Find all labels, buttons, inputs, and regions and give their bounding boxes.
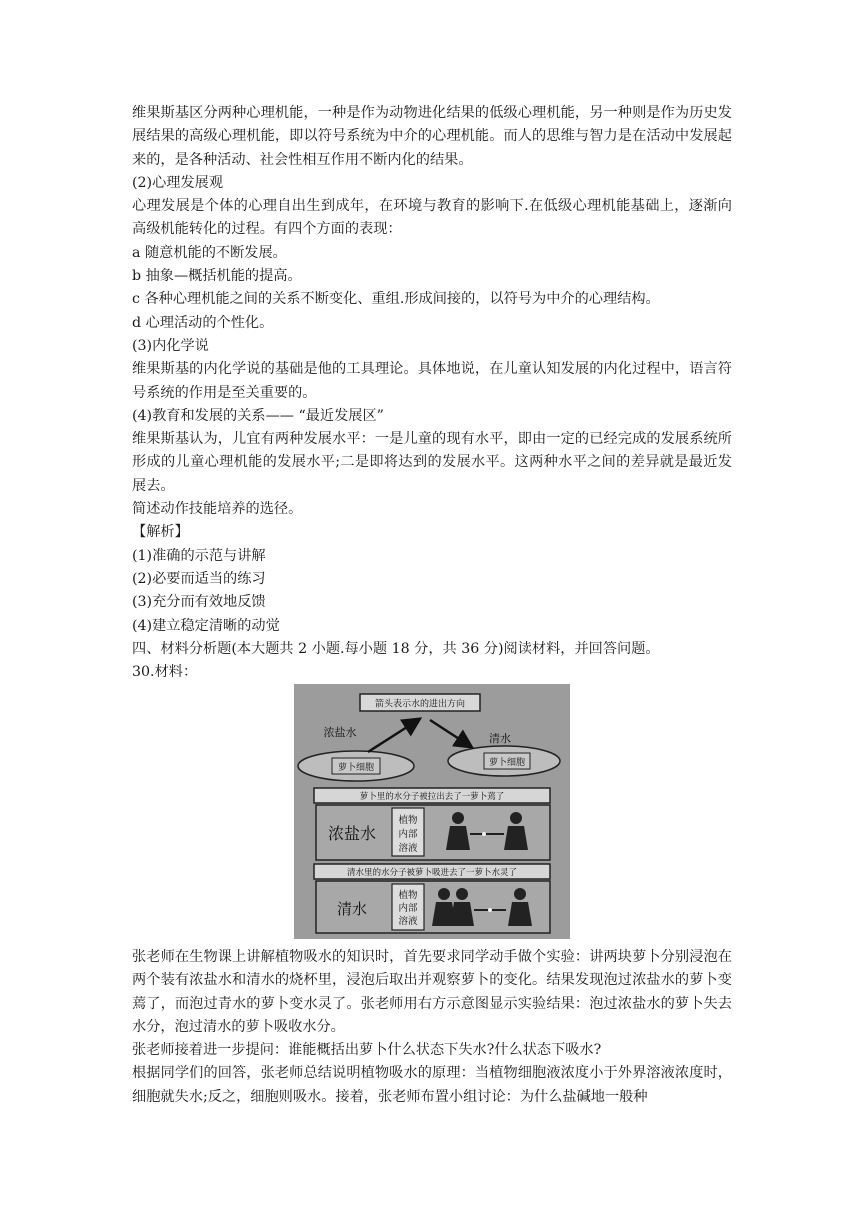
list-item: (4)建立稳定清晰的动觉 xyxy=(132,617,280,634)
figure-header: 箭头表示水的进出方向 xyxy=(374,699,466,710)
row-saltwater-box-line: 植物 xyxy=(398,815,418,826)
list-item: c 各种心理机能之间的关系不断变化、重组.形成间接的，以符号为中介的心理结构。 xyxy=(132,291,660,308)
material-label: 30.材料： xyxy=(132,664,198,681)
row-freshwater-label: 清水 xyxy=(336,900,368,918)
section-heading: (4)教育和发展的关系—— “最近发展区” xyxy=(132,407,384,424)
banner-wilted-text: 萝卜里的水分子被拉出去了一萝卜蔫了 xyxy=(359,792,505,802)
row-freshwater-box-line: 溶液 xyxy=(398,916,418,927)
bottom-text-block xyxy=(132,946,732,1109)
question: 简述动作技能培养的选径。 xyxy=(132,501,303,518)
banner-fresh-text: 清水里的水分子被萝卜吸进去了一萝卜水灵了 xyxy=(346,868,518,878)
left-solution-label: 浓盐水 xyxy=(323,726,357,739)
section-heading: 四、材料分析题(本大题共 2 小题.每小题 18 分，共 36 分)阅读材料，并回答问题。 xyxy=(132,640,660,657)
osmosis-diagram xyxy=(294,684,570,939)
row-saltwater-box-line: 溶液 xyxy=(398,843,418,854)
row-saltwater-box-line: 内部 xyxy=(398,829,418,840)
right-solution-label: 清水 xyxy=(489,732,511,745)
list-item: (1)准确的示范与讲解 xyxy=(132,547,266,564)
list-item: d 心理活动的个性化。 xyxy=(132,314,274,331)
list-item: (2)必要而适当的练习 xyxy=(132,570,266,587)
paragraph: 维果斯基区分两种心理机能，一种是作为动物进化结果的低级心理机能，另一种则是作为历史发展结果的高级心理机能，即以符号系统为中介的心理机能。而人的思维与智力是在活动中发展起来的，是各种活动、社会性相互作用不断内化的结果。 xyxy=(132,105,732,168)
paragraph: 维果斯基的内化学说的基础是他的工具理论。具体地说，在儿童认知发展的内化过程中，语言符号系统的作用是至关重要的。 xyxy=(132,361,732,401)
left-cell-label: 萝卜细胞 xyxy=(337,763,375,773)
paragraph: 张老师接着进一步提问：谁能概括出萝卜什么状态下失水?什么状态下吸水? xyxy=(132,1042,602,1059)
row-saltwater-label: 浓盐水 xyxy=(327,824,377,843)
top-text-block xyxy=(132,102,732,684)
paragraph: 根据同学们的回答，张老师总结说明植物吸水的原理：当植物细胞液浓度小于外界溶液浓度时，细胞就失水;反之，细胞则吸水。接着，张老师布置小组讨论：为什么盐碱地一般种 xyxy=(132,1065,732,1105)
analysis-label: 【解析】 xyxy=(132,524,189,541)
list-item: (3)充分而有效地反馈 xyxy=(132,594,266,611)
paragraph: 心理发展是个体的心理自出生到成年，在环境与教育的影响下.在低级心理机能基础上，逐渐向高级机能转化的过程。有四个方面的表现： xyxy=(132,198,732,238)
list-item: b 抽象—概括机能的提高。 xyxy=(132,268,302,285)
right-cell-label: 萝卜细胞 xyxy=(488,758,526,768)
paragraph: 张老师在生物课上讲解植物吸水的知识时，首先要求同学动手做个实验：讲两块萝卜分别浸泡在两个装有浓盐水和清水的烧杯里，浸泡后取出并观察萝卜的变化。结果发现泡过浓盐水的萝卜变蔫了，而泡过青水的萝卜变水灵了。张老师用右方示意图显示实验结果：泡过浓盐水的萝卜失去水分，泡过清水的萝卜吸收水分。 xyxy=(132,949,732,1035)
row-freshwater-box-line: 内部 xyxy=(398,903,418,914)
list-item: a 随意机能的不断发展。 xyxy=(132,244,287,261)
row-freshwater-box-line: 植物 xyxy=(398,890,418,901)
section-heading: (2)心理发展观 xyxy=(132,174,224,191)
section-heading: (3)内化学说 xyxy=(132,337,209,354)
paragraph: 维果斯基认为，儿宜有两种发展水平：一是儿童的现有水平，即由一定的已经完成的发展系统所形成的儿童心理机能的发展水平;二是即将达到的发展水平。这两种水平之间的差异就是最近发展去。 xyxy=(132,431,732,494)
